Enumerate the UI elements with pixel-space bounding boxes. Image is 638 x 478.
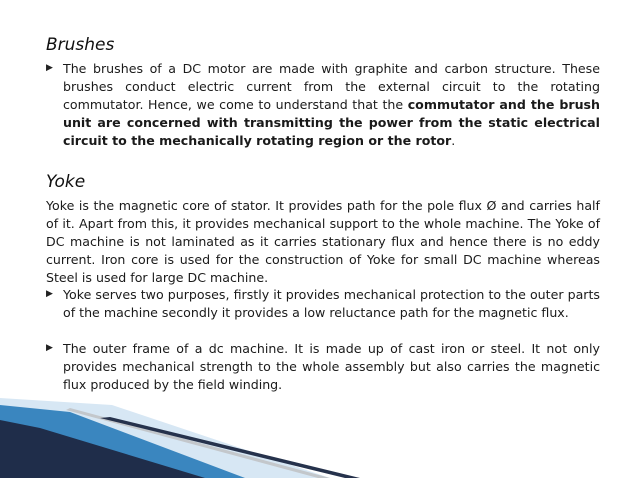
triangle-bullet-icon: ▶	[46, 289, 53, 299]
yoke-heading: Yoke	[46, 172, 86, 192]
yoke-paragraph: Yoke is the magnetic core of stator. It provides path for the pole flux Ø and carries half of it. Apart from this, it provides mechanical support to the whole machine. The Yoke of DC machine is not laminated as it carries stationary flux and hence there is no eddy current. Iron core is used for the construction of Yoke for small DC machine whereas Steel is used for large DC machine.	[46, 198, 600, 285]
yoke-bullet-2-text: The outer frame of a dc machine. It is made up of cast iron or steel. It not only provides mechanical strength to the whole assembly but also carries the magnetic flux produced by the field winding.	[63, 341, 600, 392]
triangle-bullet-icon: ▶	[46, 343, 53, 353]
brushes-text-plain: The brushes of a DC motor are made with graphite and carbon structure. These brushes conduct electric current from the external circuit to the rotating commutator. Hence, we come to understand that the	[63, 61, 600, 112]
yoke-bullet-1-text: Yoke serves two purposes, firstly it provides mechanical protection to the outer parts of the machine secondly it provides a low reluctance path for the magnetic flux.	[63, 287, 600, 320]
yoke-bullet-2	[46, 340, 600, 394]
brushes-heading: Brushes	[46, 35, 115, 55]
brushes-text-end: .	[451, 133, 456, 148]
brushes-bullet	[46, 60, 600, 150]
brushes-bullet-text	[63, 60, 600, 150]
brushes-text-bold: commutator and the brush unit are concerned with transmitting the power from the static electrical circuit to the mechanically rotating region or the rotor	[63, 97, 600, 148]
yoke-bullet-1	[46, 286, 600, 322]
triangle-bullet-icon: ▶	[46, 63, 53, 73]
